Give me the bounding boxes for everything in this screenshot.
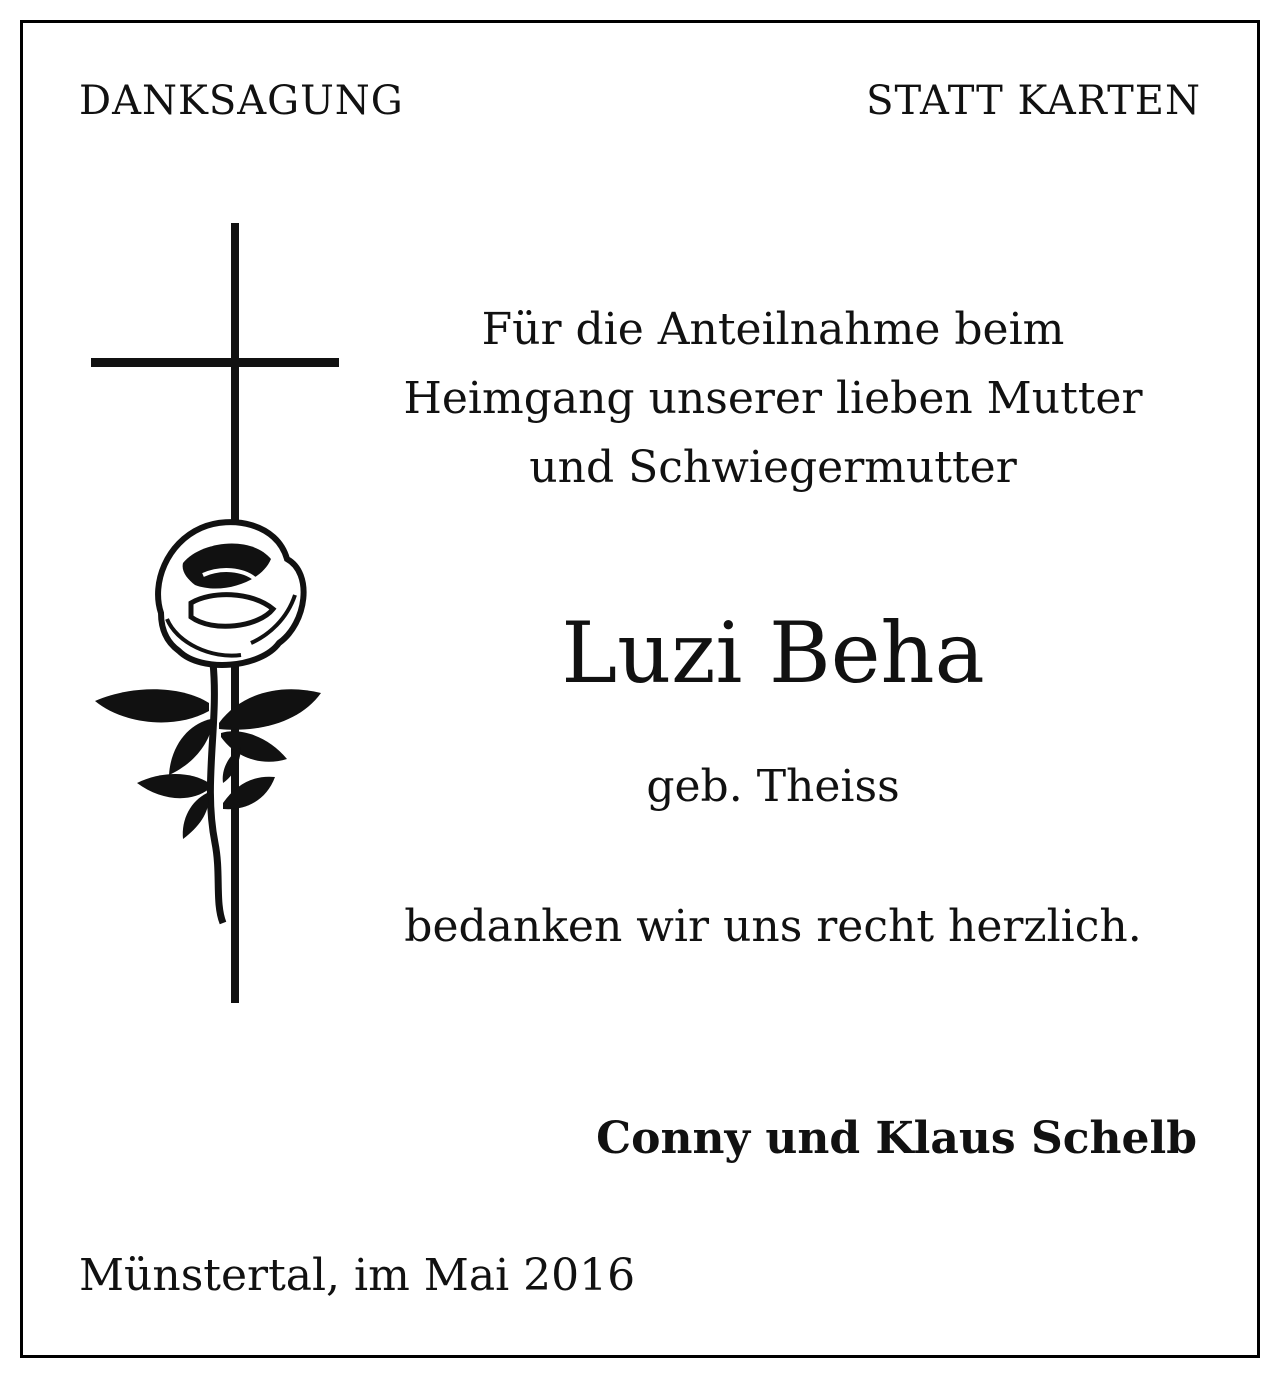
obituary-notice: [20, 20, 1260, 1358]
header-statt-karten: STATT KARTEN: [866, 78, 1201, 124]
header-danksagung: DANKSAGUNG: [79, 78, 404, 124]
intro-line-1: Für die Anteilnahme beim: [481, 304, 1065, 355]
cross-with-rose-icon: [91, 223, 341, 1013]
intro-line-3: und Schwiegermutter: [529, 442, 1017, 493]
thanks-text: bedanken wir uns recht herzlich.: [404, 901, 1142, 952]
maiden-name: geb. Theiss: [646, 761, 900, 812]
signature: Conny und Klaus Schelb: [596, 1113, 1197, 1164]
intro-text: [363, 295, 1183, 502]
place-date: Münstertal, im Mai 2016: [79, 1250, 636, 1301]
deceased-name: Luzi Beha: [561, 604, 985, 702]
intro-line-2: Heimgang unserer lieben Mutter: [403, 373, 1143, 424]
